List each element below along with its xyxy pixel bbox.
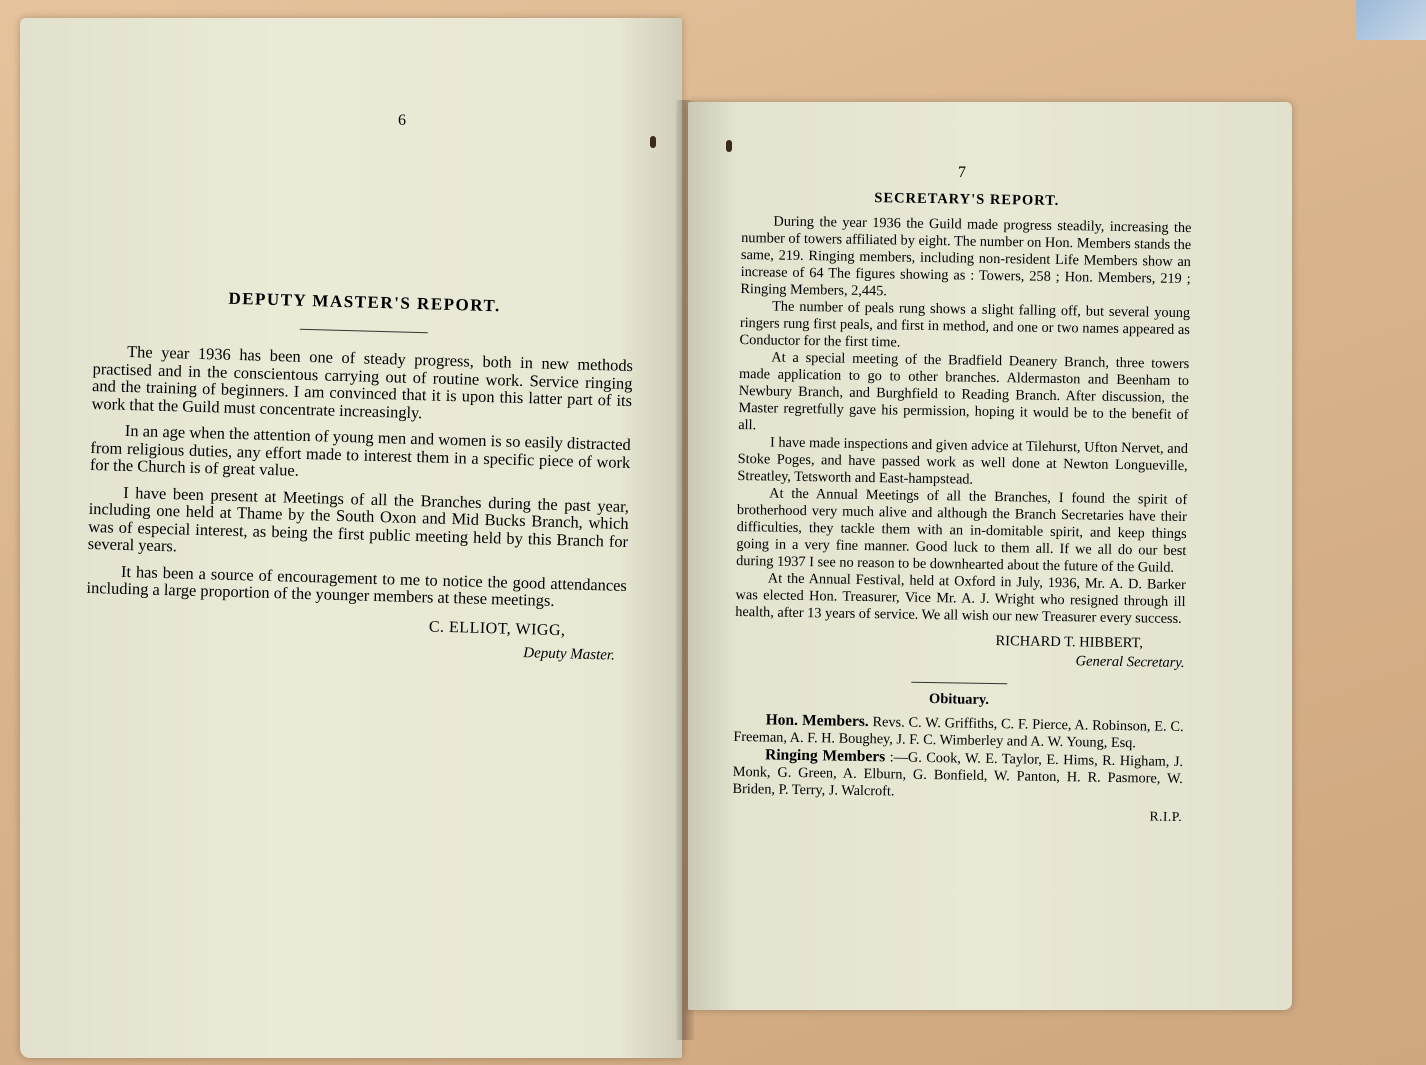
report-paragraph: It has been a source of encouragement to me to notice the good attendances including a large proportion of the younger members at these meetings. bbox=[86, 561, 628, 610]
report-paragraph: During the year 1936 the Guild made progress steadily, increasing the number of towers affiliated by eight. The number on Hon. Members stands the same, 219. Ringing members, including non-resident Life Members show an increase of 64 The figures showing as : Towers, 258 ; Hon. Members, 219 ; Ringing Members, 2,445. bbox=[740, 213, 1192, 300]
deputy-master-report bbox=[85, 285, 635, 664]
deputy-master-role: Deputy Master. bbox=[523, 644, 616, 664]
report-paragraph: At the Annual Festival, held at Oxford in July, 1936, Mr. A. D. Barker was elected Hon. Treasurer, Vice Mr. A. J. Wright who resigned through ill health, after 13 years of service. We all wish our new Treasurer every success. bbox=[735, 570, 1186, 627]
right-page-number: 7 bbox=[958, 164, 966, 181]
deputy-master-signature: C. ELLIOT, WIGG, bbox=[428, 617, 566, 639]
secretary-report-title: SECRETARY'S REPORT. bbox=[874, 190, 1060, 209]
report-paragraph: I have been present at Meetings of all the Branches during the past year, including one held at Thame by the South Oxon and Mid Bucks Branch, which was of especial interest, as being the first public meeting held by this Branch for several years. bbox=[87, 482, 630, 556]
report-paragraph: The year 1936 has been one of steady progress, both in new methods practised and in the conscientous carrying out of routine work. Service ringing and the training of beginners. I am convinced that it is upon this latter part of its work that the Guild must concentrate increasingly. bbox=[91, 341, 634, 422]
obituary-ringing-text: :—G. Cook, W. E. Taylor, E. Hims, R. Higham, J. Monk, G. Green, A. Elburn, G. Bonfield, W. Panton, H. R. Pasmore, W. Briden, P. Terry, J. Walcroft. bbox=[732, 749, 1184, 800]
left-page-number: 6 bbox=[398, 112, 406, 129]
report-paragraph: I have made inspections and given advice at Tilehurst, Ufton Nervet, and Stoke Poges, and have passed work as well done at Newton Longueville, Streatley, Tetsworth and East-hampstead. bbox=[737, 434, 1189, 488]
secretary-report bbox=[732, 188, 1192, 825]
report-paragraph: At the Annual Meetings of all the Branches, I found the spirit of brotherhood very much alive and although the Branch Secretaries have their difficulties, they tackle them with an in-domitable spirit, and keep things going in a very fine manner. Good luck to them all. If we all do our best during 1937 I see no reason to be downhearted about the future of the Guild. bbox=[736, 485, 1188, 576]
obituary-hon-lead: Hon. Members. bbox=[765, 711, 869, 731]
deputy-master-report-title: DEPUTY MASTER'S REPORT. bbox=[228, 288, 502, 316]
obituary-ringing-members bbox=[732, 746, 1183, 805]
obituary-hon-text: Revs. C. W. Griffiths, C. F. Pierce, A. Robinson, E. C. Freeman, A. F. H. Boughey, J. F. C. Wimberley and A. W. Young, Esq. bbox=[733, 714, 1184, 752]
staple-right bbox=[726, 140, 732, 152]
obituary-ringing-lead: Ringing Members bbox=[764, 746, 886, 766]
title-divider bbox=[300, 329, 428, 334]
report-paragraph: The number of peals rung shows a slight falling off, but several young ringers rung first peals, and first in method, and one or two names appeared as Conductor for the first time. bbox=[739, 298, 1191, 351]
obituary-closing: R.I.P. bbox=[1149, 808, 1183, 824]
blue-cloth-corner bbox=[1356, 0, 1426, 40]
obituary-title: Obituary. bbox=[928, 691, 990, 708]
staple-left bbox=[650, 136, 656, 148]
report-paragraph: At a special meeting of the Bradfield Deanery Branch, three towers made application to go to other branches. Aldermaston and Beenham to Newbury Branch, and Burghfield to Reading Branch. After discussion, the Master regretfully gave his permission, hoping it would be to the benefit of all. bbox=[738, 349, 1190, 434]
secretary-signature: RICHARD T. HIBBERT, bbox=[995, 633, 1144, 652]
obituary-divider bbox=[911, 682, 1007, 685]
secretary-role: General Secretary. bbox=[1075, 653, 1185, 672]
report-paragraph: In an age when the attention of young men and women is so easily distracted from religious duties, any effort made to interest them in a specific piece of work for the Church is of great value. bbox=[89, 420, 632, 480]
